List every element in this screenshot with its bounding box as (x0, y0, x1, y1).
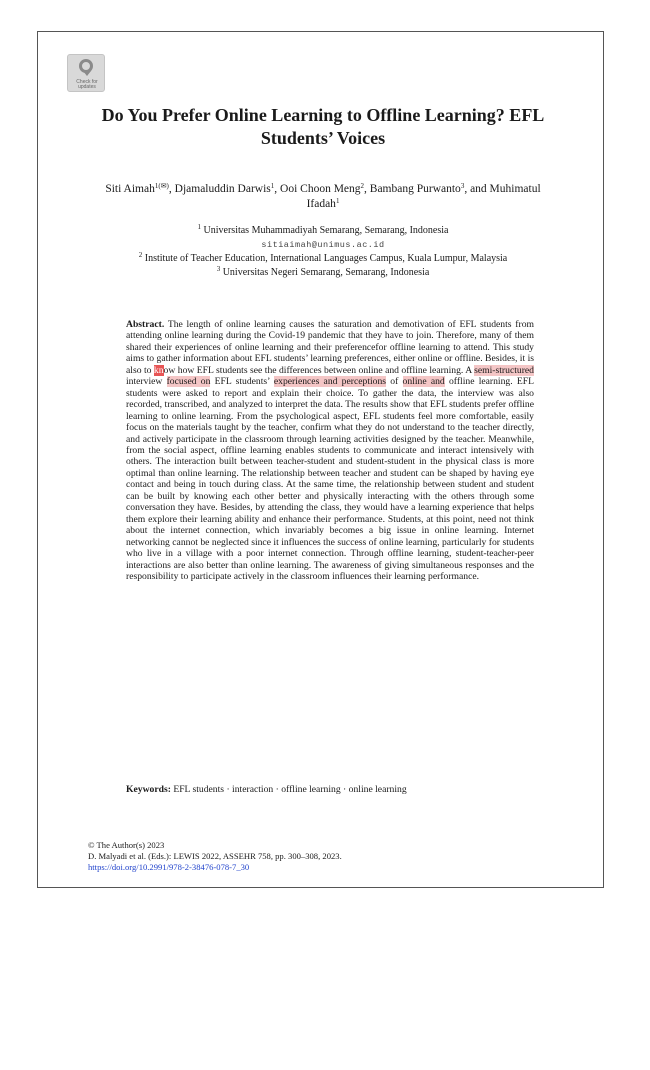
badge-label: Check for updates (76, 79, 98, 90)
affiliation-text: Institute of Teacher Education, International Languages Campus, Kuala Lumpur, Malaysia (144, 253, 508, 265)
affiliation-item (68, 266, 578, 280)
citation: D. Malyadi et al. (Eds.): LEWIS 2022, ASSEHR 758, pp. 300–308, 2023. (88, 851, 342, 861)
author-name: Ooi Choon Meng (280, 183, 361, 195)
author-name: Siti Aimah (105, 183, 155, 195)
abstract (126, 319, 534, 582)
abstract-text: EFL students’ (210, 376, 274, 388)
keywords-label: Keywords: (126, 784, 171, 795)
abstract-text: ow how EFL students see the differences between online and offline learning. A (163, 364, 475, 376)
paper-title: Do You Prefer Online Learning to Offline Learning? EFL Students’ Voices (101, 105, 545, 148)
author-affiliation-mark: 3 (460, 182, 465, 190)
author-affiliation-mark: 1(✉) (154, 182, 169, 190)
highlight[interactable]: experiences and perceptions (273, 376, 387, 388)
author-separator: , and (464, 183, 490, 195)
affiliation-item (68, 224, 578, 238)
author-name: Bambang Purwanto (369, 183, 461, 195)
author-separator: , (274, 183, 281, 195)
affiliation-item (68, 252, 578, 266)
abstract-text: offline learning. EFL students were asked to report and explain their choice. To gather the data, the interview was also recorded, transcribed, and analyzed to interpret the data. The results show that EFL students prefer offline learning to online learning. From the psychological aspect, EFL students feel more comfortable, easily focus on the materials taught by the teacher, confirm what they do not understand to the teacher directly, and actively participate in the classroom through learning activities designed by the teacher. Meanwhile, from the social aspect, offline learning enables students to communicate and interact intensively with others. The interaction built between teacher-student and student-student in the physical class is more optimal than online learning. The relationship between teacher and student can be shaped by having eye contact and being in touch during class. At the same time, the relationship between student and student can be built by knowing each other better and physically interacting with the others through some conversation they have. Besides, by attending the class, they would have a learning experience that helps them explore their learning ability and enhance their performance. Students, at this point, need not think about the internet connection, which invariably becomes a big issue in online learning. Internet networking cannot be neglected since it influences the success of online learning, particularly for students who live in a village with a poor internet connection. Through offline learning, student-teacher-peer interactions are also better than online learning. The awareness of giving simultaneous responses and the responsibility to participate actively in the classroom influences their learning performance. (126, 376, 534, 582)
copyright: © The Author(s) 2023 (88, 840, 165, 850)
abstract-label: Abstract. (126, 319, 165, 330)
abstract-text: of (386, 376, 403, 388)
highlight[interactable]: semi-structured (474, 364, 534, 376)
author-affiliation-mark: 2 (360, 182, 365, 190)
author-affiliation-mark: 1 (270, 182, 275, 190)
abstract-text: The length of online learning causes the saturation and demotivation of EFL students from attending online learning during the Covid-19 pandemic that they have to join. Therefore, many of them shared their experiences of online learning and their preferencefor offline learning to attend. This study aims to gather information about EFL students’ learning preferences, either online or offline. Besides, it is also to (126, 319, 534, 376)
affiliation-number: 1 (197, 223, 202, 231)
affiliation-text: Universitas Negeri Semarang, Semarang, Indonesia (222, 266, 430, 278)
affiliation-number: 3 (216, 264, 221, 273)
author-separator: , (168, 183, 175, 195)
footer (88, 840, 508, 873)
affiliation-text: Universitas Muhammadiyah Semarang, Semarang, Indonesia (203, 225, 449, 236)
highlight[interactable]: online and (402, 376, 445, 388)
highlight[interactable]: focused on (166, 376, 211, 388)
doi-link[interactable]: https://doi.org/10.2991/978-2-38476-078-7_30 (88, 862, 250, 872)
bookmark-icon (83, 71, 91, 76)
keywords (126, 784, 546, 796)
author-separator: , (364, 183, 370, 195)
author-affiliation-mark: 1 (335, 197, 340, 205)
highlight-strong[interactable]: kn (153, 364, 164, 376)
keywords-text: EFL students · interaction · offline learning · online learning (173, 784, 407, 795)
author-list (88, 182, 558, 212)
paper-page (37, 31, 604, 888)
author-name: Djamaluddin Darwis (174, 183, 271, 195)
author-email[interactable] (68, 238, 578, 253)
author-name: Muhimatul Ifadah (306, 183, 541, 210)
check-for-updates-badge[interactable] (67, 54, 105, 92)
affiliation-number: 2 (138, 251, 143, 260)
affiliation-list (68, 224, 578, 279)
abstract-text: interview (126, 376, 167, 388)
email-link[interactable]: sitiaimah@unimus.ac.id (261, 239, 385, 250)
